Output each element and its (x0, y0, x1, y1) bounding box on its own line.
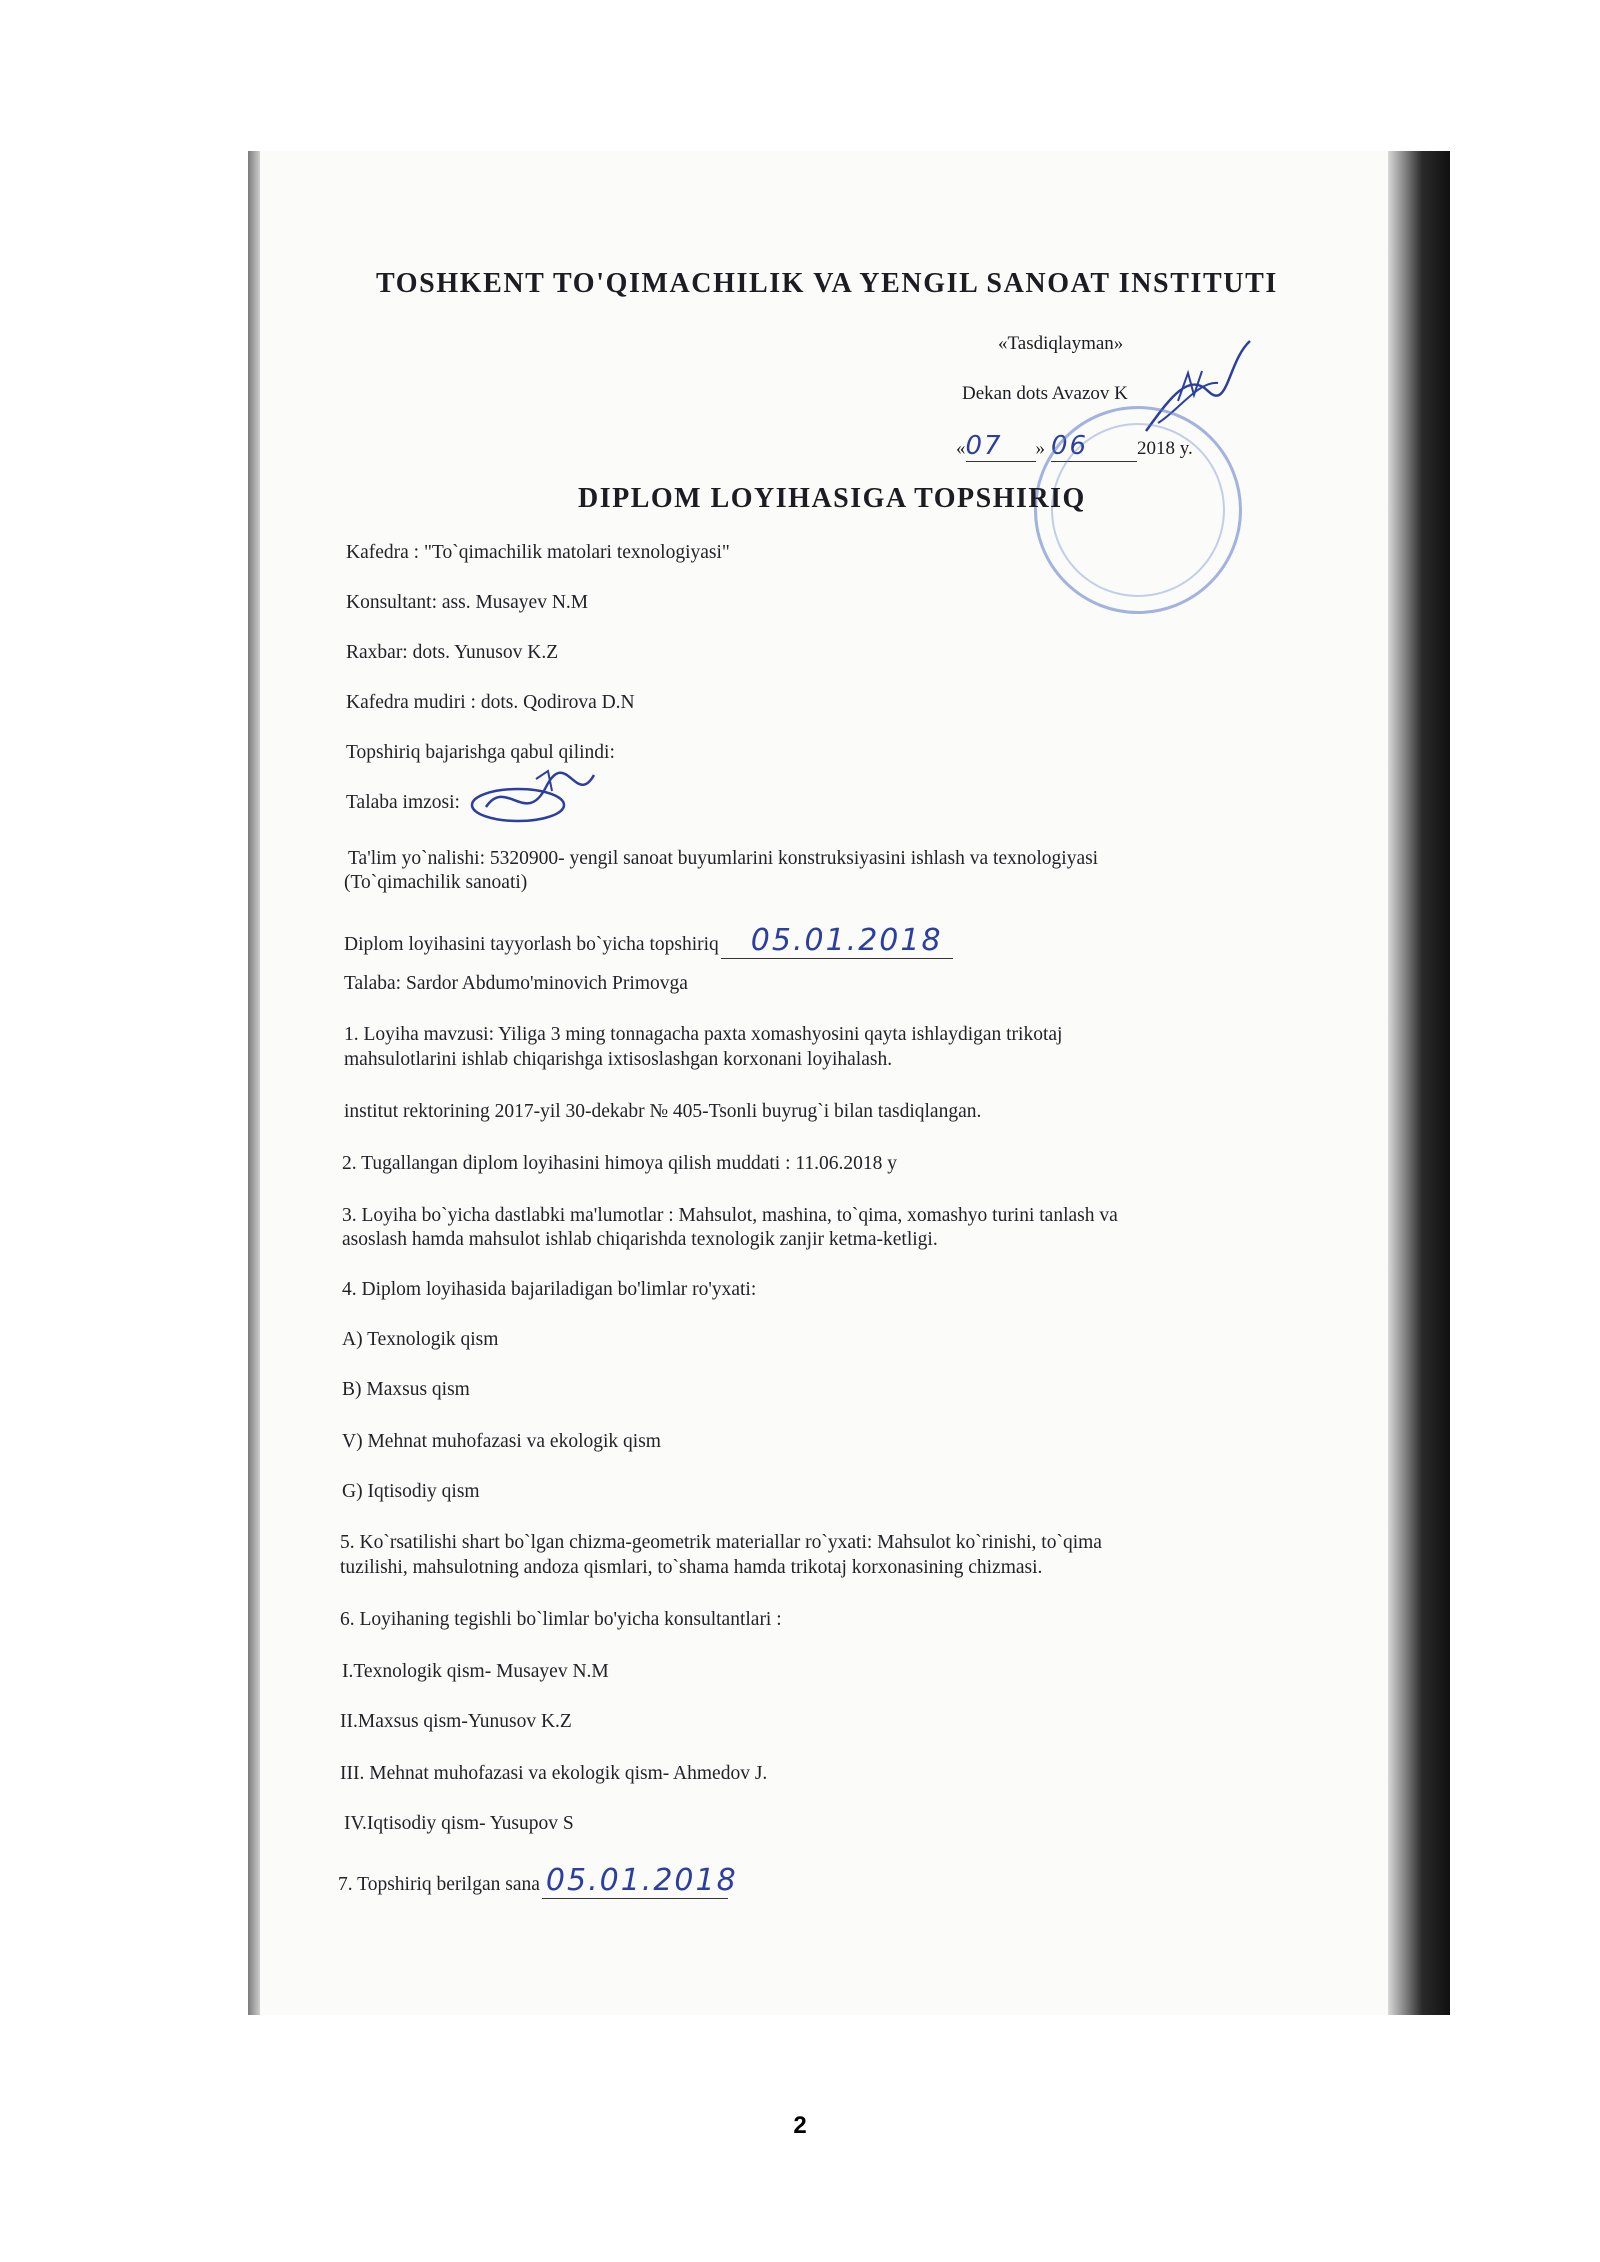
item-1-line-1: 1. Loyiha mavzusi: Yiliga 3 ming tonnagacha paxta xomashyosini qayta ishlaydigan trikotaj (344, 1024, 1063, 1045)
raxbar-line: Raxbar: dots. Yunusov K.Z (346, 642, 559, 663)
section-a: A) Texnologik qism (342, 1329, 499, 1350)
item-1-line-2: mahsulotlarini ishlab chiqarishga ixtisoslashgan korxonani loyihalash. (344, 1049, 893, 1070)
institute-title: TOSHKENT TO'QIMACHILIK VA YENGIL SANOAT INSTITUTI (376, 268, 1278, 299)
item-1-line-3: institut rektorining 2017-yil 30-dekabr № 405-Tsonli buyrug`i bilan tasdiqlangan. (344, 1101, 982, 1122)
item-2: 2. Tugallangan diplom loyihasini himoya qilish muddati : 11.06.2018 y (342, 1153, 898, 1174)
section-v: V) Mehnat muhofazasi va ekologik qism (342, 1431, 661, 1452)
item-7-date: 05.01.2018 (545, 1863, 738, 1898)
konsultant-line: Konsultant: ass. Musayev N.M (346, 592, 589, 613)
approved-label: «Tasdiqlayman» (998, 333, 1124, 354)
mudir-line: Kafedra mudiri : dots. Qodirova D.N (346, 692, 635, 713)
consultant-1: I.Texnologik qism- Musayev N.M (342, 1661, 609, 1682)
item-6: 6. Loyihaning tegishli bo`limlar bo'yicha konsultantlari : (340, 1609, 782, 1630)
item-5-line-1: 5. Ko`rsatilishi shart bo`lgan chizma-geometrik materiallar ro`yxati: Mahsulot ko`rinishi, to`qima (340, 1532, 1102, 1553)
section-g: G) Iqtisodiy qism (342, 1481, 480, 1502)
consultant-3: III. Mehnat muhofazasi va ekologik qism- Ahmedov J. (340, 1763, 768, 1784)
dean-name: Dekan dots Avazov K (962, 383, 1128, 404)
section-b: B) Maxsus qism (342, 1379, 470, 1400)
approval-date-open: « (956, 438, 966, 459)
approval-month: 06 (1051, 431, 1089, 461)
item-7-line (338, 1863, 738, 1899)
approval-year: 2018 y. (1137, 438, 1193, 459)
scan-right-edge (1388, 151, 1450, 2015)
document-title: DIPLOM LOYIHASIGA TOPSHIRIQ (578, 483, 1086, 514)
diplom-topshiriq-line (344, 923, 953, 959)
page-number: 2 (793, 2112, 807, 2139)
item-5-line-2: tuzilishi, mahsulotning andoza qismlari, to`shama hamda trikotaj korxonasining chizmasi. (340, 1557, 1043, 1578)
approval-date-mid: » (1035, 438, 1045, 459)
talim-line-2: (To`qimachilik sanoati) (344, 872, 528, 893)
diplom-topshiriq-date: 05.01.2018 (750, 923, 943, 958)
scanned-page (248, 151, 1450, 2015)
student-signature (466, 767, 606, 831)
talaba-imzo-label: Talaba imzosi: (346, 792, 460, 813)
consultant-2: II.Maxsus qism-Yunusov K.Z (340, 1711, 572, 1732)
item-3-line-2: asoslash hamda mahsulot ishlab chiqarishda texnologik zanjir ketma-ketligi. (342, 1229, 938, 1250)
talim-line-1: Ta'lim yo`nalishi: 5320900- yengil sanoat buyumlarini konstruksiyasini ishlash va texnologiyasi (348, 848, 1099, 869)
consultant-4: IV.Iqtisodiy qism- Yusupov S (344, 1813, 574, 1834)
kafedra-line: Kafedra : "To`qimachilik matolari texnologiyasi" (346, 542, 730, 563)
approval-day: 07 (965, 431, 1003, 461)
scan-left-edge (248, 151, 260, 2015)
item-3-line-1: 3. Loyiha bo`yicha dastlabki ma'lumotlar : Mahsulot, mashina, to`qima, xomashyo turini tanlash va (342, 1205, 1118, 1226)
diplom-topshiriq-label: Diplom loyihasini tayyorlash bo`yicha topshiriq (344, 934, 719, 955)
item-4: 4. Diplom loyihasida bajariladigan bo'limlar ro'yxati: (342, 1279, 757, 1300)
qabul-line: Topshiriq bajarishga qabul qilindi: (346, 742, 615, 763)
item-7-label: 7. Topshiriq berilgan sana (338, 1874, 540, 1895)
talaba-line: Talaba: Sardor Abdumo'minovich Primovga (344, 973, 688, 994)
